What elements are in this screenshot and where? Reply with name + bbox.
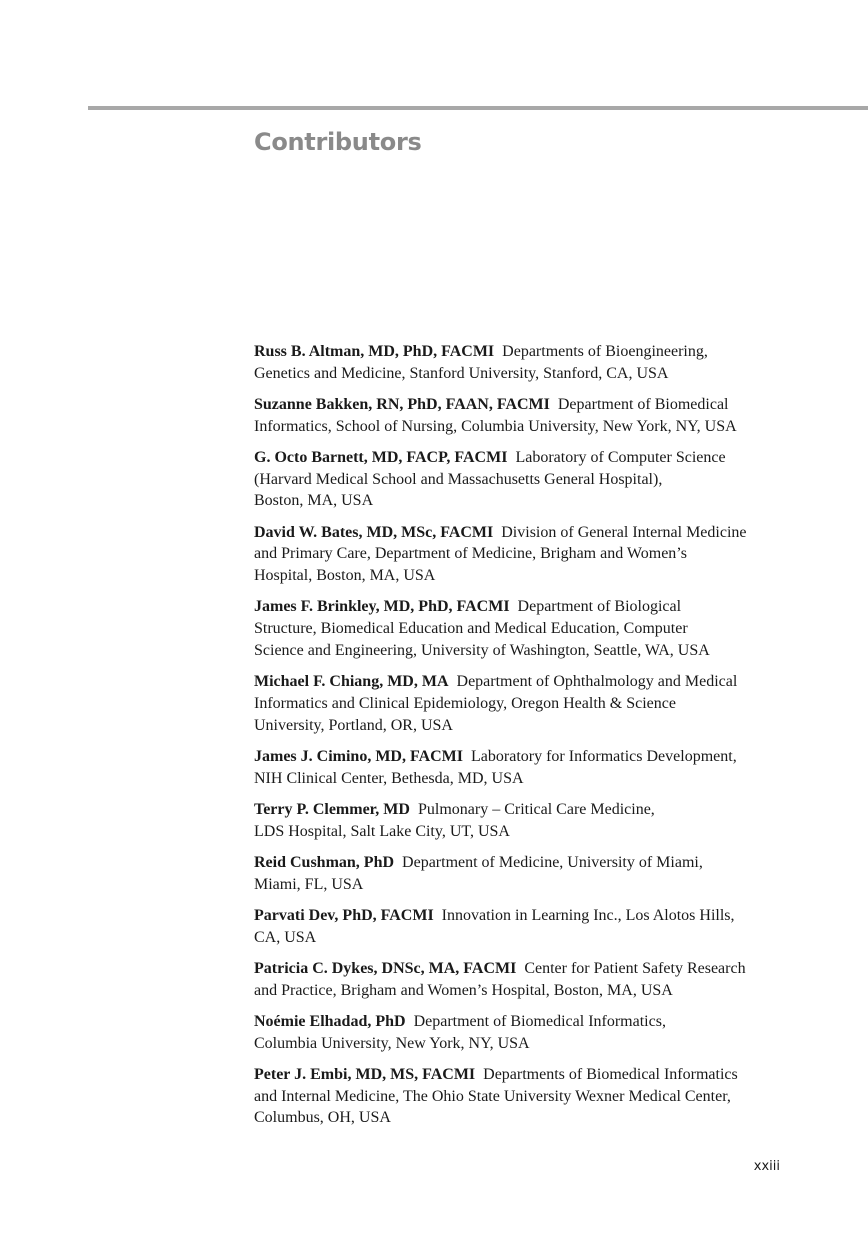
contributor-affiliation: Innovation in Learning Inc., Los Alotos Hills, [441,906,735,924]
contributor-affiliation: Departments of Bioengineering, [502,343,708,360]
contributor-name: James J. Cimino, MD, FACMI [254,747,464,765]
contributor-entry [254,341,794,384]
entry-line [254,447,794,469]
contributor-affiliation: Departments of Biomedical Informatics [483,1065,738,1083]
contributor-affiliation: CA, USA [254,928,317,946]
contributor-affiliation: Informatics, School of Nursing, Columbia University, New York, NY, USA [254,417,737,435]
contributor-affiliation: Informatics and Clinical Epidemiology, Oregon Health & Science [254,694,676,712]
entry-line [254,363,794,385]
contributor-affiliation: Columbia University, New York, NY, USA [254,1034,530,1052]
contributor-affiliation: Genetics and Medicine, Stanford University, Stanford, CA, USA [254,364,669,382]
contributor-name: Parvati Dev, PhD, FACMI [254,906,434,924]
contributor-affiliation: Pulmonary – Critical Care Medicine, [417,800,655,818]
contributor-affiliation: and Practice, Brigham and Women’s Hospital, Boston, MA, USA [254,981,673,999]
entry-line [254,927,794,949]
contributor-name: Michael F. Chiang, MD, MA [254,673,449,691]
entry-line [254,958,794,980]
contributor-name: David W. Bates, MD, MSc, FACMI [254,523,494,541]
contributor-entry [254,799,794,842]
entry-line [254,416,794,438]
contributor-entry [254,394,794,437]
contributor-affiliation: NIH Clinical Center, Bethesda, MD, USA [254,769,524,787]
entry-line [254,1064,794,1086]
contributor-affiliation: Department of Biomedical [557,396,729,413]
entry-line [254,799,794,821]
contributor-affiliation: Division of General Internal Medicine [501,523,747,541]
entry-line [254,852,794,874]
entry-line [254,1086,794,1108]
contributor-name: James F. Brinkley, MD, PhD, FACMI [254,598,510,616]
contributor-affiliation: Hospital, Boston, MA, USA [254,567,436,585]
contributor-name: Reid Cushman, PhD [254,853,395,871]
contributor-affiliation: Columbus, OH, USA [254,1109,391,1127]
contributor-affiliation: LDS Hospital, Salt Lake City, UT, USA [254,822,510,840]
header-rule [88,106,868,110]
contributor-entry [254,671,794,736]
contributor-name: Russ B. Altman, MD, PhD, FACMI [254,343,495,360]
contributor-entry [254,852,794,895]
entry-line [254,640,794,662]
contributor-entry [254,522,794,587]
contributor-entry [254,1064,794,1129]
entry-line [254,768,794,790]
entry-line [254,980,794,1002]
entry-line [254,1011,794,1033]
entry-line [254,821,794,843]
contributor-affiliation: and Primary Care, Department of Medicine, Brigham and Women’s [254,545,687,563]
entry-line [254,341,794,363]
contributor-entry [254,447,794,512]
entry-line [254,394,794,416]
contributor-list [254,341,794,1139]
page-title: Contributors [254,128,422,156]
entry-line [254,1033,794,1055]
contributor-name: Patricia C. Dykes, DNSc, MA, FACMI [254,959,517,977]
entry-line [254,618,794,640]
entry-line [254,469,794,491]
contributor-affiliation: Boston, MA, USA [254,492,374,510]
contributor-affiliation: Department of Biological [517,598,682,616]
contributor-entry [254,905,794,948]
contributor-entry [254,1011,794,1054]
contributor-affiliation: (Harvard Medical School and Massachusetts General Hospital), [254,470,663,488]
contributor-entry [254,746,794,789]
entry-line [254,596,794,618]
contributor-name: Terry P. Clemmer, MD [254,800,410,818]
contributor-name: G. Octo Barnett, MD, FACP, FACMI [254,449,508,466]
entry-line [254,565,794,587]
contributor-entry [254,596,794,661]
contributor-affiliation: Science and Engineering, University of Washington, Seattle, WA, USA [254,641,710,659]
contributor-affiliation: University, Portland, OR, USA [254,716,453,734]
contributor-name: Peter J. Embi, MD, MS, FACMI [254,1065,476,1083]
entry-line [254,746,794,768]
contributor-affiliation: Structure, Biomedical Education and Medical Education, Computer [254,620,688,638]
contributor-affiliation: Center for Patient Safety Research [524,959,746,977]
entry-line [254,671,794,693]
contributor-affiliation: Department of Medicine, University of Miami, [402,853,703,871]
entry-line [254,905,794,927]
page-number: xxiii [753,1159,780,1174]
contributor-affiliation: Laboratory for Informatics Development, [471,747,737,765]
entry-line [254,874,794,896]
contributor-affiliation: and Internal Medicine, The Ohio State University Wexner Medical Center, [254,1087,731,1105]
contributor-affiliation: Laboratory of Computer Science [515,449,726,466]
contributor-affiliation: Department of Ophthalmology and Medical [456,673,738,691]
entry-line [254,715,794,737]
entry-line [254,490,794,512]
contributor-affiliation: Department of Biomedical Informatics, [413,1012,666,1030]
entry-line [254,543,794,565]
contributor-affiliation: Miami, FL, USA [254,875,364,893]
contributor-name: Noémie Elhadad, PhD [254,1012,406,1030]
contributor-entry [254,958,794,1001]
entry-line [254,693,794,715]
entry-line [254,522,794,544]
contributor-name: Suzanne Bakken, RN, PhD, FAAN, FACMI [254,396,550,413]
entry-line [254,1107,794,1129]
